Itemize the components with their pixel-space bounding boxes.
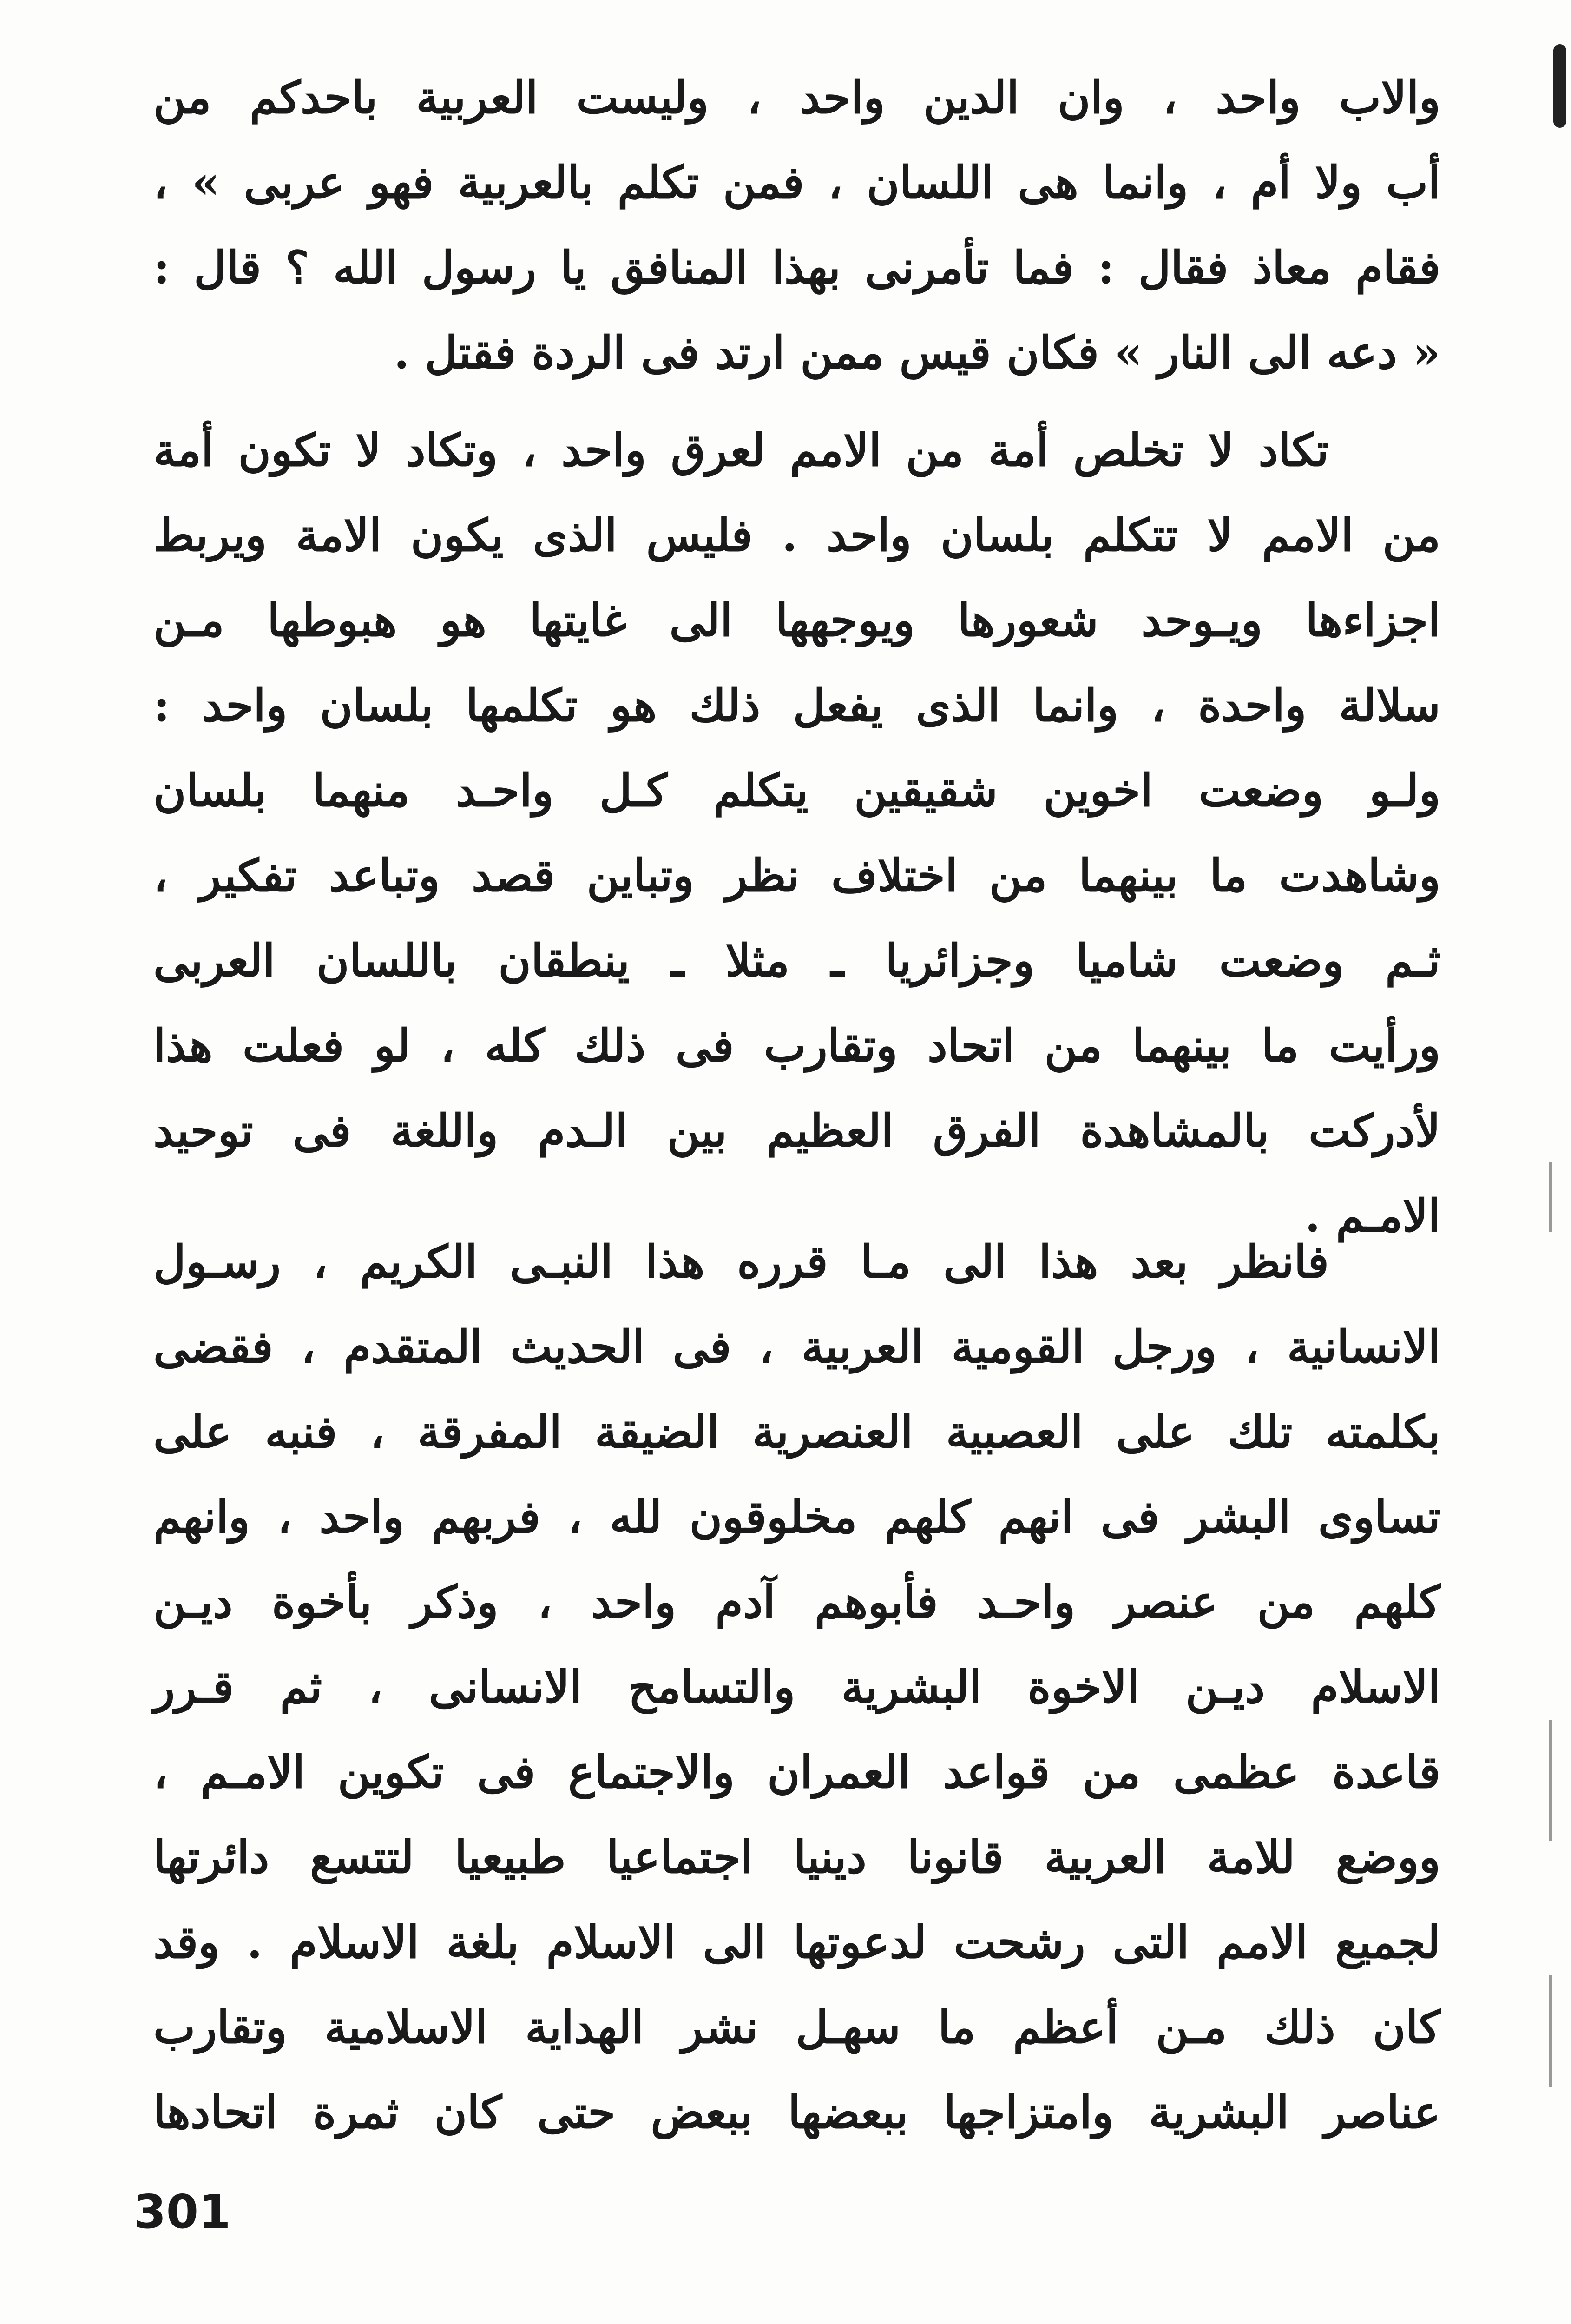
text-line: ورأيت ما بينهما من اتحاد وتقارب فى ذلك كله ، لو فعلت هذا (153, 1019, 1440, 1072)
paragraph-3 (153, 1219, 1440, 2155)
text-line: « دعه الى النار » فكان قيس ممن ارتد فى الردة فقتل . (394, 326, 1440, 379)
binding-edge-mark (1553, 44, 1566, 128)
scan-speck (1549, 1720, 1552, 1841)
scan-speck (1549, 1162, 1552, 1232)
scan-speck (1549, 1975, 1552, 2087)
text-line: الانسانية ، ورجل القومية العربية ، فى الحديث المتقدم ، فقضى (153, 1320, 1440, 1373)
text-line: كان ذلك مـن أعظم ما سهـل نشر الهداية الاسلامية وتقارب (153, 2001, 1441, 2053)
text-line: وشاهدت ما بينهما من اختلاف نظر وتباين قصد وتباعد تفكير ، (153, 849, 1440, 902)
text-line: أب ولا أم ، وانما هى اللسان ، فمن تكلم بالعربية فهو عربى » ، (153, 156, 1440, 209)
text-line: الامـم . (1305, 1189, 1440, 1242)
page-number: 301 (134, 2185, 231, 2239)
text-line: تساوى البشر فى انهم كلهم مخلوقون لله ، فربهم واحد ، وانهم (153, 1491, 1441, 1543)
paragraph-1 (153, 55, 1440, 395)
text-line: ووضع للامة العربية قانونا دينيا اجتماعيا طبيعيا لتتسع دائرتها (153, 1831, 1440, 1883)
text-line: لأدركت بالمشاهدة الفرق العظيم بين الـدم واللغة فى توحيد (153, 1104, 1440, 1157)
text-line: تكاد لا تخلص أمة من الامم لعرق واحد ، وتكاد لا تكون أمة (153, 424, 1329, 476)
text-line: ثـم وضعت شاميا وجزائريا ـ مثلا ـ ينطقان باللسان العربى (153, 934, 1440, 987)
text-line: والاب واحد ، وان الدين واحد ، وليست العربية باحدكم من (153, 71, 1440, 124)
text-line: ولـو وضعت اخوين شقيقين يتكلم كـل واحـد منهما بلسان (153, 764, 1440, 817)
text-line: عناصر البشرية وامتزاجها ببعضها ببعض حتى كان ثمرة اتحادها (153, 2086, 1440, 2139)
text-line: بكلمته تلك على العصبية العنصرية الضيقة المفرقة ، فنبه على (153, 1406, 1440, 1458)
paragraph-2 (153, 408, 1440, 1258)
text-line: فانظر بعد هذا الى مـا قرره هذا النبـى الكريم ، رسـول (153, 1235, 1329, 1288)
text-line: كلهم من عنصر واحـد فأبوهم آدم واحد ، وذكر بأخوة ديـن (153, 1576, 1440, 1628)
text-line: لجميع الامم التى رشحت لدعوتها الى الاسلام بلغة الاسلام . وقد (153, 1916, 1440, 1968)
text-line: قاعدة عظمى من قواعد العمران والاجتماع فى تكوين الامـم ، (153, 1746, 1440, 1798)
text-line: من الامم لا تتكلم بلسان واحد . فليس الذى يكون الامة ويربط (153, 509, 1441, 561)
text-line: فقام معاذ فقال : فما تأمرنى بهذا المنافق يا رسول الله ؟ قال : (153, 241, 1440, 294)
text-line: الاسلام ديـن الاخوة البشرية والتسامح الانسانى ، ثم قـرر (153, 1661, 1440, 1713)
text-line: سلالة واحدة ، وانما الذى يفعل ذلك هو تكلمها بلسان واحد : (153, 679, 1440, 732)
text-line: اجزاءها ويـوحد شعورها ويوجهها الى غايتها هو هبوطها مـن (153, 594, 1440, 647)
